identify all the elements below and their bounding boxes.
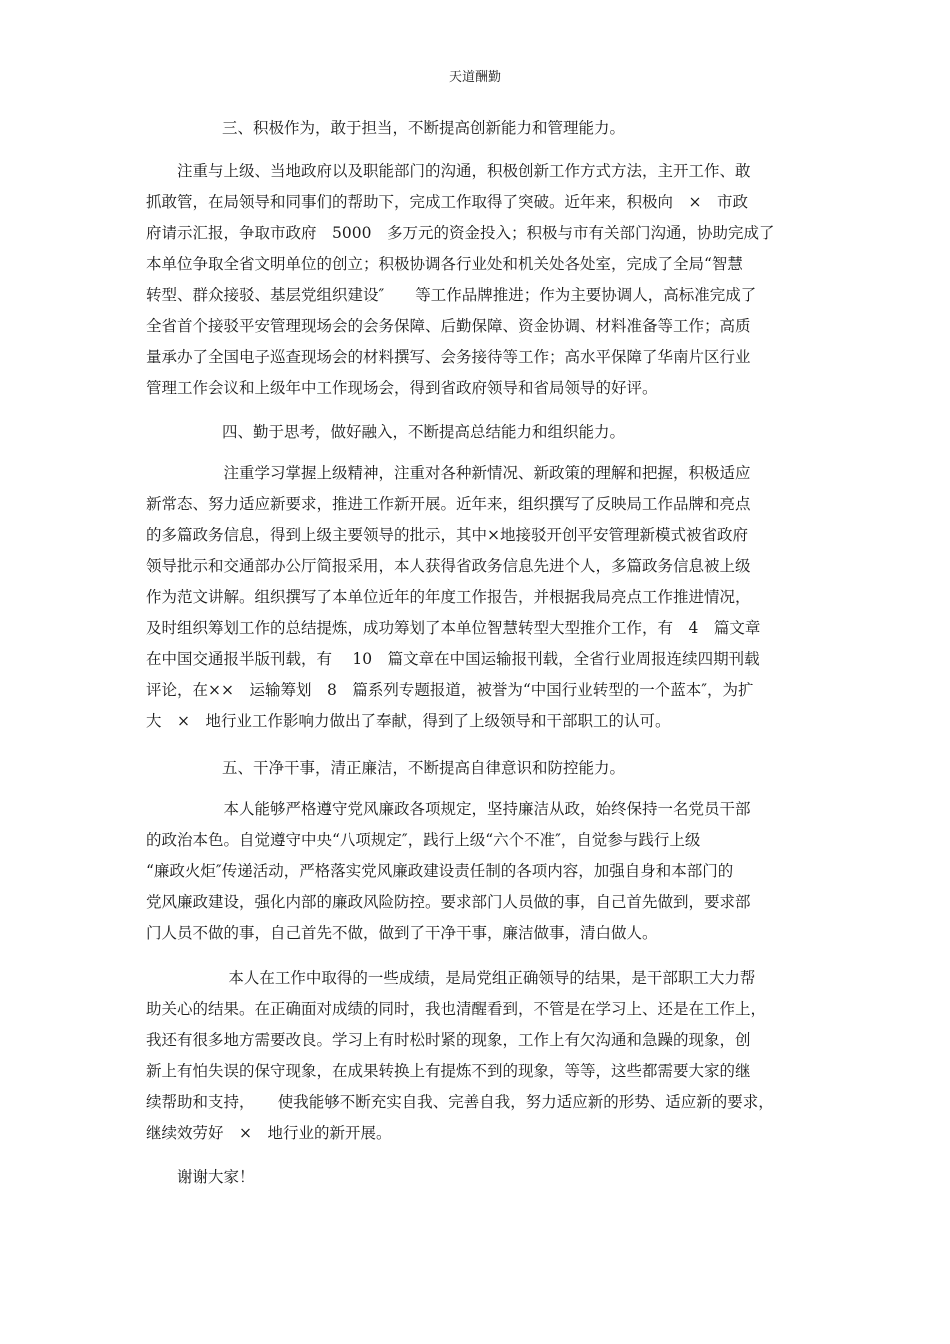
paragraph-line: 助关心的结果。在正确面对成绩的同时，我也清醒看到，不管是在学习上、还是在工作上，	[146, 1000, 767, 1018]
paragraph-line: 量承办了全国电子巡查现场会的材料撰写、会务接待等工作；高水平保障了华南片区行业	[146, 348, 751, 366]
paragraph-line: 全省首个接驳平安管理现场会的会务保障、后勤保障、资金协调、材料准备等工作；高质	[146, 317, 751, 335]
paragraph-line: 我还有很多地方需要改良。学习上有时松时紧的现象，工作上有欠沟通和急躁的现象，创	[146, 1031, 751, 1049]
paragraph-line: 作为范文讲解。组织撰写了本单位近年的年度工作报告，并根据我局亮点工作推进情况，	[146, 588, 751, 606]
paragraph-line: 及时组织筹划工作的总结提炼，成功筹划了本单位智慧转型大型推介工作，有 4 篇文章	[146, 619, 761, 637]
section-heading-4: 四、勤于思考，做好融入，不断提高总结能力和组织能力。	[222, 423, 626, 441]
closing-thanks: 谢谢大家！	[146, 1168, 255, 1186]
section-paragraph-4	[146, 458, 808, 737]
paragraph-line: 本人在工作中取得的一些成绩，是局党组正确领导的结果，是干部职工大力帮	[146, 969, 756, 987]
paragraph-line: 大 × 地行业工作影响力做出了奉献，得到了上级领导和干部职工的认可。	[146, 712, 671, 730]
closing-thanks-block	[146, 1162, 808, 1193]
paragraph-line: 的多篇政务信息，得到上级主要领导的批示，其中×地接驳开创平安管理新模式被省政府	[146, 526, 748, 544]
paragraph-line: 注重与上级、当地政府以及职能部门的沟通，积极创新工作方式方法，主开工作、敢	[146, 162, 751, 180]
paragraph-line: 新常态、努力适应新要求，推进工作新开展。近年来，组织撰写了反映局工作品牌和亮点	[146, 495, 751, 513]
section-heading-5: 五、干净干事，清正廉洁，不断提高自律意识和防控能力。	[222, 759, 626, 777]
paragraph-line: 门人员不做的事，自己首先不做，做到了干净干事，廉洁做事，清白做人。	[146, 924, 658, 942]
paragraph-line: 领导批示和交通部办公厅简报采用，本人获得省政务信息先进个人，多篇政务信息被上级	[146, 557, 751, 575]
paragraph-line: 继续效劳好 × 地行业的新开展。	[146, 1124, 392, 1142]
paragraph-line: 评论，在×× 运输筹划 8 篇系列专题报道，被誉为“中国行业转型的一个蓝本″，为扩	[146, 681, 754, 699]
paragraph-line: 抓敢管，在局领导和同事们的帮助下，完成工作取得了突破。近年来，积极向 × 市政	[146, 193, 748, 211]
paragraph-line: 转型、群众接驳、基层党组织建设″ 等工作品牌推进；作为主要协调人，高标准完成了	[146, 286, 757, 304]
section-paragraph-5	[146, 794, 808, 949]
paragraph-line: “廉政火炬″传递活动，严格落实党风廉政建设责任制的各项内容，加强自身和本部门的	[146, 862, 734, 880]
paragraph-line: 在中国交通报半版刊载，有 10 篇文章在中国运输报刊载，全省行业周报连续四期刊载	[146, 650, 760, 668]
paragraph-line: 本单位争取全省文明单位的创立；积极协调各行业处和机关处各处室，完成了全局“智慧	[146, 255, 743, 273]
paragraph-line: 的政治本色。自觉遵守中央“八项规定″，践行上级“六个不准″，自觉参与践行上级	[146, 831, 701, 849]
section-heading-3: 三、积极作为，敢于担当，不断提高创新能力和管理能力。	[222, 119, 626, 137]
paragraph-line: 续帮助和支持， 使我能够不断充实自我、完善自我，努力适应新的形势、适应新的要求，	[146, 1093, 774, 1111]
closing-paragraph	[146, 963, 808, 1149]
paragraph-line: 府请示汇报，争取市政府 5000 多万元的资金投入；积极与市有关部门沟通，协助完成了	[146, 224, 775, 242]
page-header: 天道酬勤	[448, 70, 501, 85]
paragraph-line: 注重学习掌握上级精神，注重对各种新情况、新政策的理解和把握，积极适应	[146, 464, 751, 482]
paragraph-line: 党风廉政建设，强化内部的廉政风险防控。要求部门人员做的事，自己首先做到，要求部	[146, 893, 751, 911]
paragraph-line: 管理工作会议和上级年中工作现场会，得到省政府领导和省局领导的好评。	[146, 379, 658, 397]
paragraph-line: 新上有怕失误的保守现象，在成果转换上有提炼不到的现象，等等，这些都需要大家的继	[146, 1062, 751, 1080]
section-paragraph-3	[146, 156, 808, 404]
paragraph-line: 本人能够严格遵守党风廉政各项规定，坚持廉洁从政，始终保持一名党员干部	[146, 800, 751, 818]
